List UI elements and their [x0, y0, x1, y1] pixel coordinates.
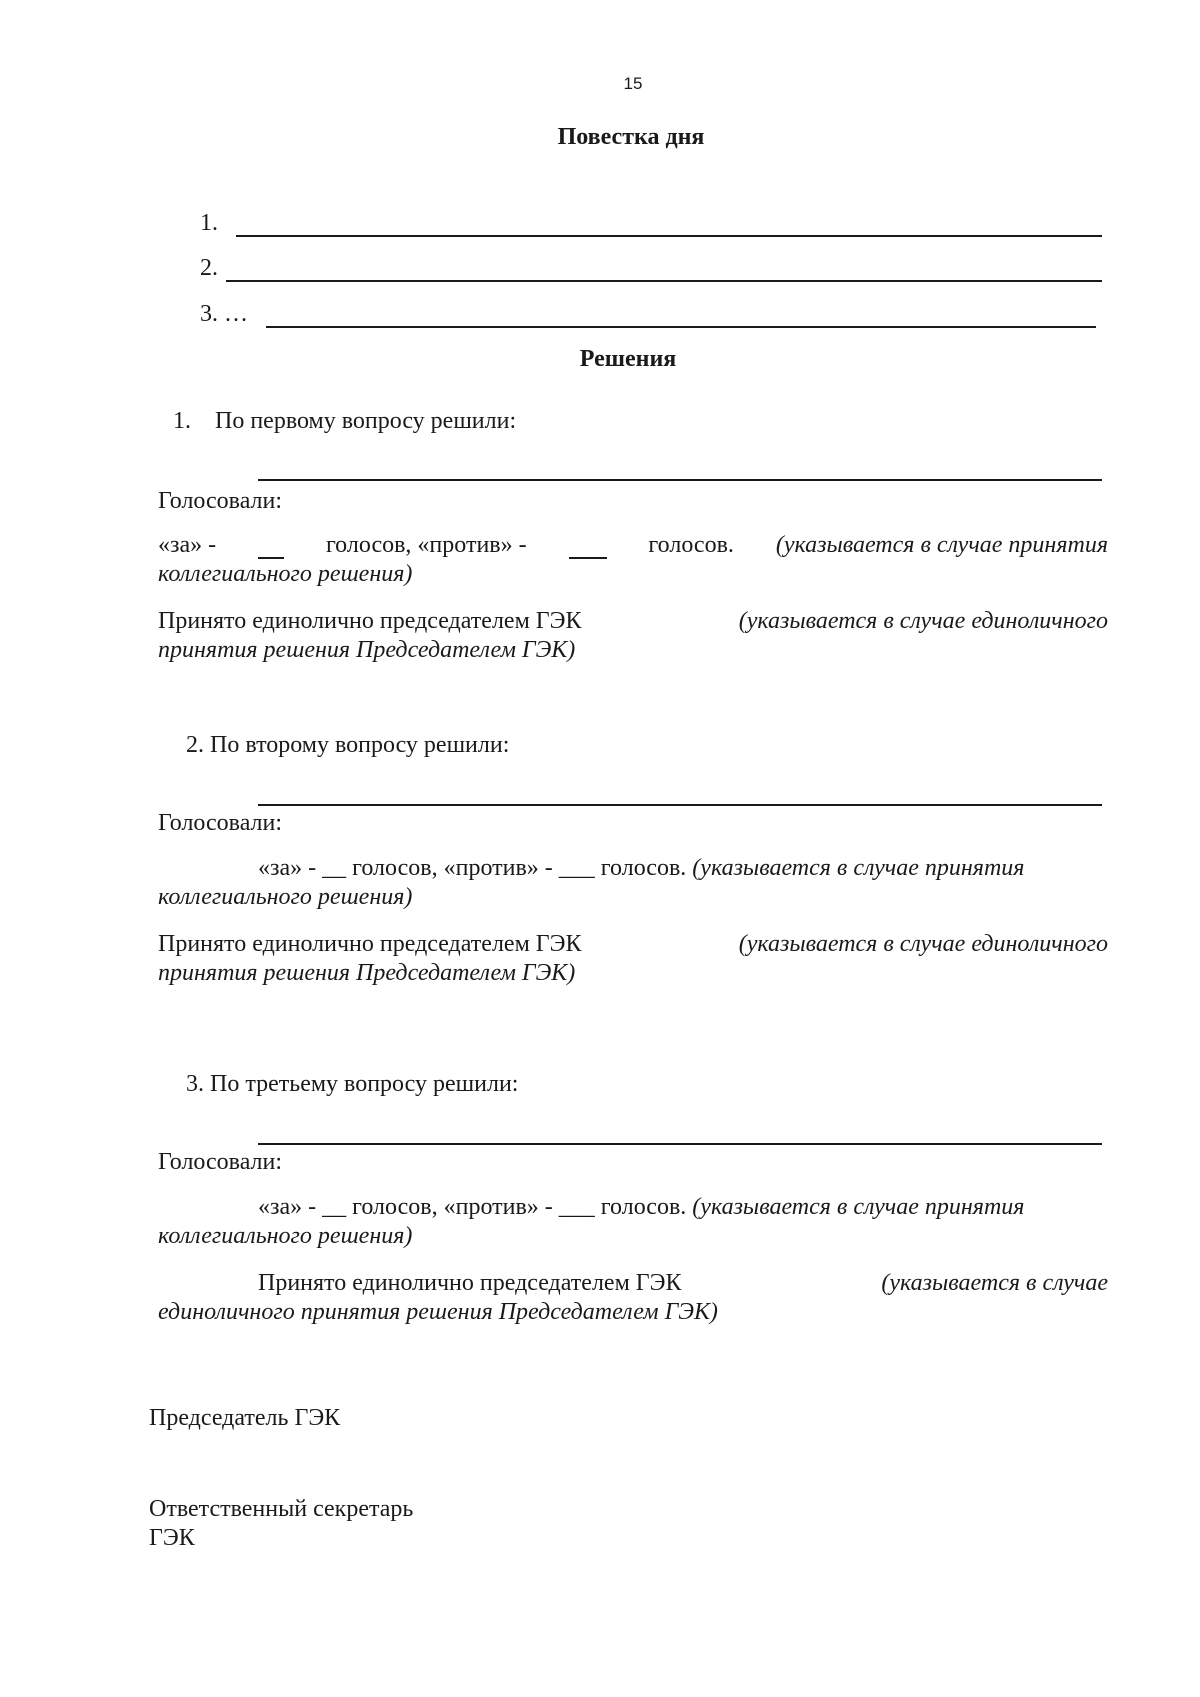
q3-vote-note: (указывается в случае принятия: [692, 1194, 1025, 1220]
agenda-item-3-label: 3. …: [200, 301, 248, 327]
q1-decision-line[interactable]: [258, 479, 1102, 481]
q3-sole-note-cont: единоличного принятия решения Председателем ГЭК): [158, 1299, 718, 1325]
q2-sole-note-cont: принятия решения Председателем ГЭК): [158, 960, 576, 986]
q2-vote-text: «за» - __ голосов, «против» - ___ голосов.: [258, 855, 687, 881]
q3-vote-text: «за» - __ голосов, «против» - ___ голосов.: [258, 1194, 687, 1220]
q1-vote-end: голосов.: [648, 532, 734, 558]
q1-voted-label: Голосовали:: [158, 488, 283, 514]
q1-title: По первому вопросу решили:: [215, 408, 517, 434]
q2-decision-line[interactable]: [258, 804, 1102, 806]
q2-sole-note: (указывается в случае единоличного: [738, 931, 1108, 957]
q1-vote-against-blank[interactable]: [569, 532, 607, 559]
q3-vote-line: [258, 1194, 1024, 1221]
q2-vote-line: [258, 855, 1024, 882]
q2-title: 2. По второму вопросу решили:: [186, 732, 510, 758]
q1-sole-line: [158, 608, 1108, 635]
q2-vote-note-cont: коллегиального решения): [158, 884, 413, 910]
agenda-title: Повестка дня: [557, 124, 705, 150]
q3-sole-line: [258, 1270, 1108, 1297]
decisions-title: Решения: [579, 346, 677, 372]
q3-voted-label: Голосовали:: [158, 1149, 283, 1175]
q1-sole-text: Принято единолично председателем ГЭК: [158, 608, 582, 634]
q1-vote-za-blank[interactable]: [258, 532, 284, 559]
secretary-signature-label-cont: ГЭК: [149, 1525, 195, 1551]
q2-sole-line: [158, 931, 1108, 958]
secretary-signature-label: Ответственный секретарь: [149, 1496, 414, 1522]
q1-vote-mid: голосов, «против» -: [325, 532, 527, 558]
q2-vote-note: (указывается в случае принятия: [692, 855, 1025, 881]
agenda-item-1-label: 1.: [200, 210, 218, 236]
q1-number: 1.: [173, 408, 191, 434]
q1-vote-note: (указывается в случае принятия: [775, 532, 1108, 558]
q1-sole-note-cont: принятия решения Председателем ГЭК): [158, 637, 576, 663]
q1-vote-za: «за» -: [158, 532, 217, 558]
q3-title: 3. По третьему вопросу решили:: [186, 1071, 519, 1097]
q1-vote-line: [158, 532, 1108, 559]
q1-sole-note: (указывается в случае единоличного: [738, 608, 1108, 634]
agenda-item-1-line[interactable]: [236, 235, 1102, 237]
q3-sole-text: Принято единолично председателем ГЭК: [258, 1270, 682, 1296]
q3-sole-note: (указывается в случае: [881, 1270, 1108, 1296]
page-number: 15: [623, 74, 643, 93]
q3-decision-line[interactable]: [258, 1143, 1102, 1145]
chairman-signature-label: Председатель ГЭК: [149, 1405, 341, 1431]
q3-vote-note-cont: коллегиального решения): [158, 1223, 413, 1249]
q2-sole-text: Принято единолично председателем ГЭК: [158, 931, 582, 957]
q1-vote-note-cont: коллегиального решения): [158, 561, 413, 587]
agenda-item-2-label: 2.: [200, 255, 218, 281]
agenda-item-3-line[interactable]: [266, 326, 1096, 328]
agenda-item-2-line[interactable]: [226, 280, 1102, 282]
q2-voted-label: Голосовали:: [158, 810, 283, 836]
